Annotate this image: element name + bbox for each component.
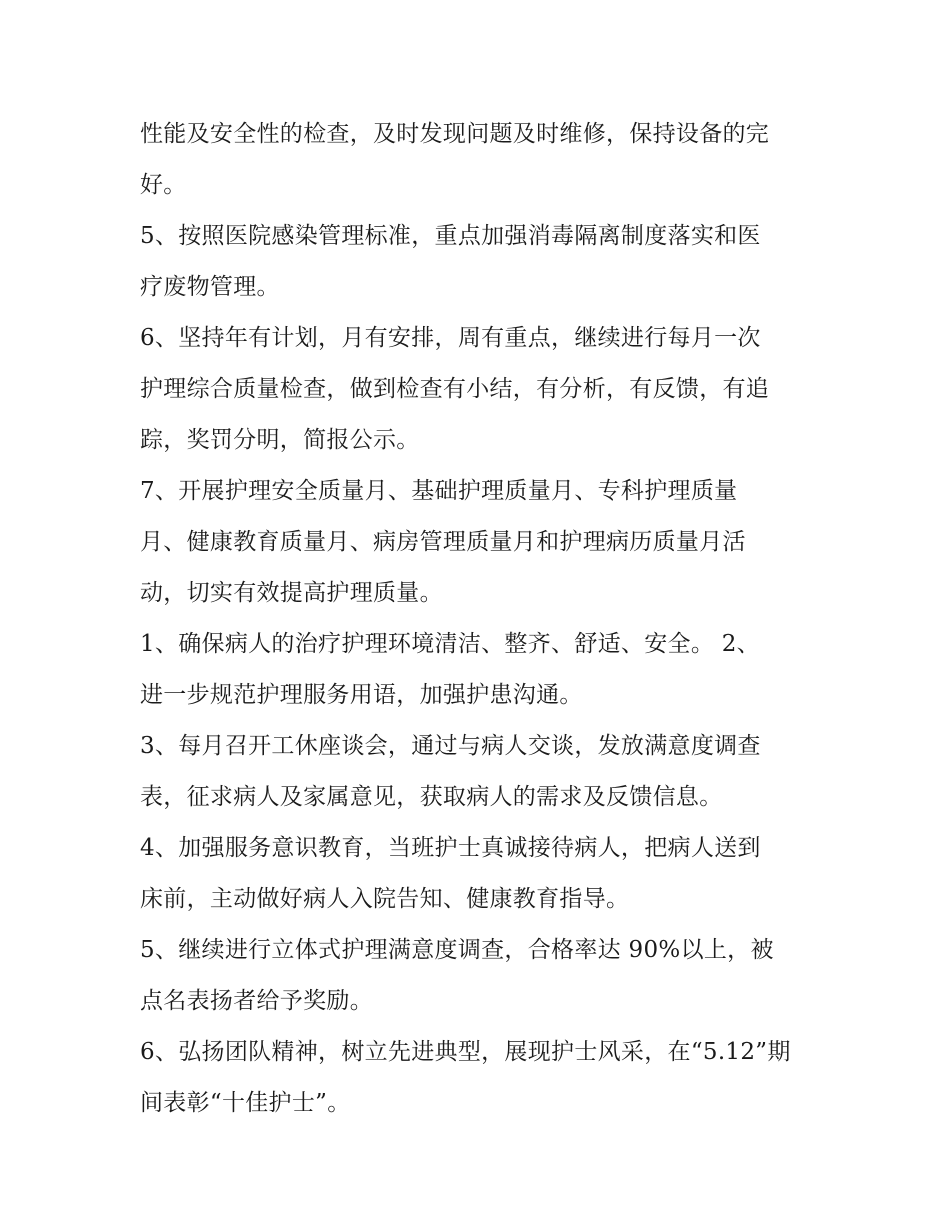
text-line: 月、健康教育质量月、病房管理质量月和护理病历质量月活 [140, 529, 746, 555]
text-line: 好。 [140, 172, 187, 198]
document-body [140, 109, 820, 1129]
text-line: 进一步规范护理服务用语，加强护患沟通。 [140, 682, 583, 708]
text-line: 5、按照医院感染管理标准，重点加强消毒隔离制度落实和医 [140, 223, 761, 249]
text-line: 间表彰“十佳护士”。 [140, 1090, 351, 1116]
text-line: 疗废物管理。 [140, 274, 280, 300]
text-line: 床前，主动做好病人入院告知、健康教育指导。 [140, 886, 630, 912]
text-line: 1、确保病人的治疗护理环境清洁、整齐、舒适、安全。 2、 [140, 631, 760, 657]
text-line: 6、坚持年有计划，月有安排，周有重点，继续进行每月一次 [140, 325, 761, 351]
text-line: 6、弘扬团队精神，树立先进典型，展现护士风采，在“5.12”期 [140, 1039, 791, 1065]
text-line: 护理综合质量检查，做到检查有小结，有分析，有反馈，有追 [140, 376, 770, 402]
text-line: 4、加强服务意识教育，当班护士真诚接待病人，把病人送到 [140, 835, 761, 861]
text-line: 性能及安全性的检查，及时发现问题及时维修，保持设备的完 [140, 121, 770, 147]
text-line: 7、开展护理安全质量月、基础护理质量月、专科护理质量 [140, 478, 738, 504]
text-line: 点名表扬者给予奖励。 [140, 988, 373, 1014]
text-line: 动，切实有效提高护理质量。 [140, 580, 443, 606]
text-line: 表，征求病人及家属意见，获取病人的需求及反馈信息。 [140, 784, 723, 810]
text-line: 3、每月召开工休座谈会，通过与病人交谈，发放满意度调查 [140, 733, 761, 759]
text-line: 5、继续进行立体式护理满意度调查，合格率达 90%以上，被 [140, 937, 774, 963]
text-line: 踪，奖罚分明，简报公示。 [140, 427, 420, 453]
